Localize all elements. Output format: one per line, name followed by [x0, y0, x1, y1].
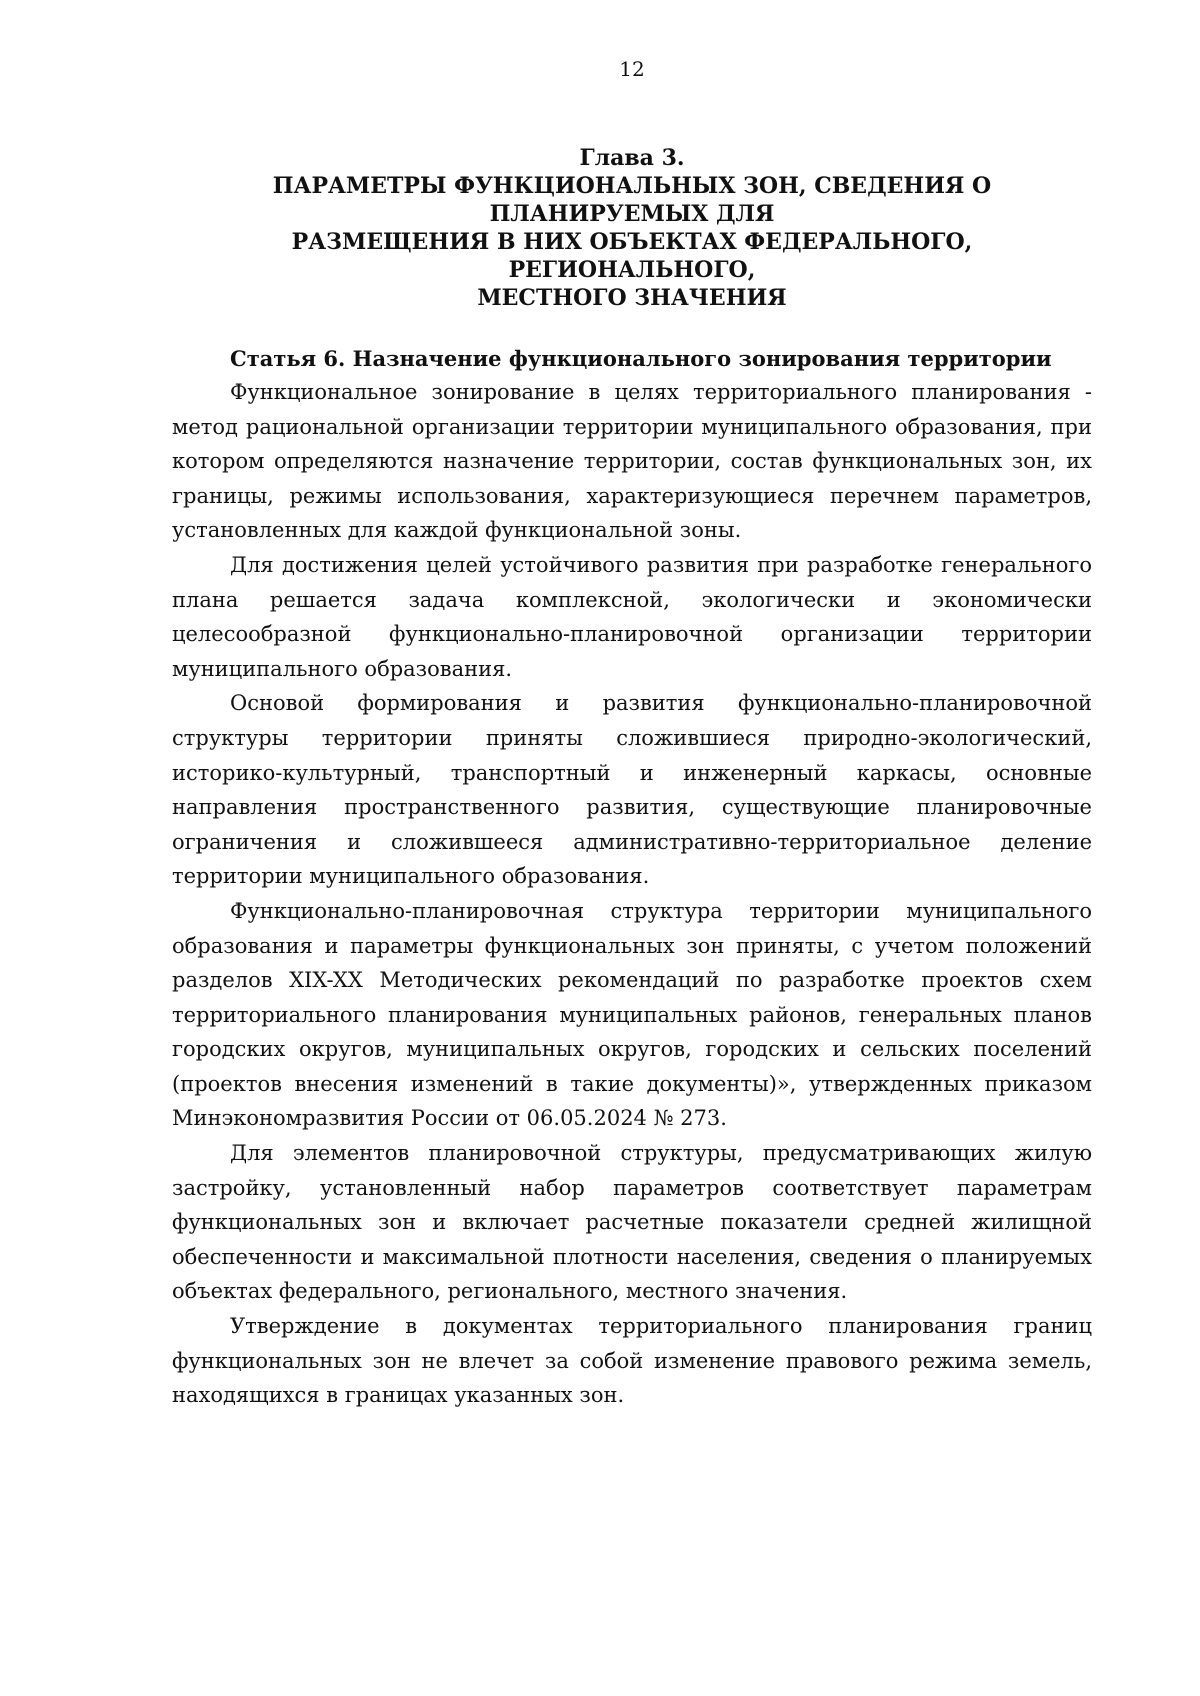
paragraph-2: Для достижения целей устойчивого развития при разработке генерального плана решается задача комплексной, экологически и экономически целесообразной функционально-планировочной организации территории муниципального образования. — [172, 552, 1092, 681]
chapter-title-line-1: ПАРАМЕТРЫ ФУНКЦИОНАЛЬНЫХ ЗОН, СВЕДЕНИЯ О ПЛАНИРУЕМЫХ ДЛЯ — [272, 173, 992, 227]
paragraph-4: Функционально-планировочная структура территории муниципального образования и параметры функциональных зон приняты, с учетом положений разделов XIX-XX Методических рекомендаций по разработке проектов схем территориального планирования муниципальных районов, генеральных планов городских округов, муниципальных округов, городских и сельских поселений (проектов внесения изменений в такие документы)», утвержденных приказом Минэкономразвития России от 06.05.2024 № 273. — [172, 898, 1092, 1131]
paragraph-1: Функциональное зонирование в целях территориального планирования - метод рациональной организации территории муниципального образования, при котором определяются назначение территории, состав функциональных зон, их границы, режимы использования, характеризующиеся перечнем параметров, установленных для каждой функциональной зоны. — [172, 380, 1092, 543]
page-number: 12 — [619, 57, 645, 81]
paragraph-5: Для элементов планировочной структуры, предусматривающих жилую застройку, установленный набор параметров соответствует параметрам функциональных зон и включает расчетные показатели средней жилищной обеспеченности и максимальной плотности населения, сведения о планируемых объектах федерального, регионального, местного значения. — [172, 1141, 1092, 1304]
article-heading: Статья 6. Назначение функционального зонирования территории — [230, 346, 1052, 371]
chapter-label: Глава 3. — [579, 145, 685, 171]
chapter-title-line-3: МЕСТНОГО ЗНАЧЕНИЯ — [477, 285, 787, 311]
paragraph-3: Основой формирования и развития функционально-планировочной структуры территории приняты сложившиеся природно-экологический, историко-культурный, транспортный и инженерный каркасы, основные направления пространственного развития, существующие планировочные ограничения и сложившееся административно-территориальное деление территории муниципального образования. — [172, 691, 1092, 889]
paragraph-6: Утверждение в документах территориального планирования границ функциональных зон не влечет за собой изменение правового режима земель, находящихся в границах указанных зон. — [172, 1314, 1092, 1408]
chapter-heading — [172, 144, 1092, 312]
chapter-title-line-2: РАЗМЕЩЕНИЯ В НИХ ОБЪЕКТАХ ФЕДЕРАЛЬНОГО, РЕГИОНАЛЬНОГО, — [291, 229, 973, 283]
